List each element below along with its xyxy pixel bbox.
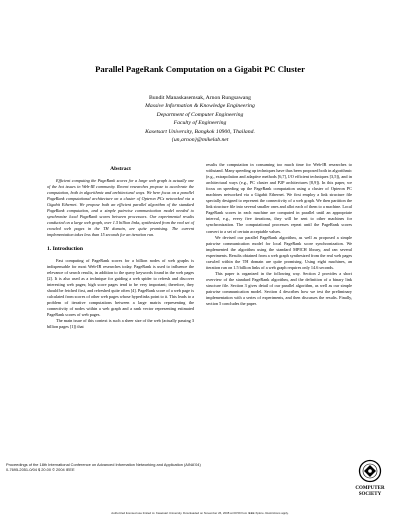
paper-title: Parallel PageRank Computation on a Gigabit PC Cluster xyxy=(95,64,305,74)
proceedings-footer xyxy=(6,462,346,472)
body-paragraph: We devised our parallel PageRank algorithm, as well as proposed a simple pairwise communication model for local PageRank score synchronization. We implemented the algorithm using the standard MPICH library, and ran several experiments. Results obtained from a web graph synthesized from the real web pages crawled within the TH domain are quite promising. Using eight machines, an iteration run on 1.5 billion links of a web graph requires only 14.6 seconds. xyxy=(206,234,352,270)
computer-society-logo xyxy=(350,459,390,501)
intro-paragraph: Fast computing of PageRank scores for a billion nodes of web graphs is indispensable for most Web-IR researches today. PageRank is used to influence the relevance of search results, in addition to the query keywords found in the web pages [2]. It is also used as a technique for guiding a web spider to refresh and discover interesting web pages; high score pages tend to be very important; therefore, they should be fetched first, and refreshed quite often [4]. PageRank score of a web page is calculated from scores of other web pages whose hyperlinks point to it. This leads to a problem of iterative computations between a large matrix representing the connectivity of nodes within a web graph and a rank vector representing estimated PageRank scores of web pages. xyxy=(47,257,194,317)
department-name: Department of Computer Engineering xyxy=(156,111,244,118)
university-name: Kasetsart University, Bangkok 10900, Thailand. xyxy=(145,128,255,135)
intro-paragraph: The main issue of this context is such a sheer size of the web (actually passing 3 billion pages [1]) that xyxy=(47,318,194,330)
left-column xyxy=(47,166,194,330)
author-block xyxy=(0,94,400,144)
faculty-name: Faculty of Engineering xyxy=(173,120,227,127)
body-paragraph: results the computation in consuming too much time for Web-IR researches to withstand. Many speeding up techniques have thus been proposed both in algorithmic (e.g., extrapolation and adaptive methods [6,7], I/O efficient techniques [3,5]), and in architectural ways (e.g., PC cluster and P2P architectures [8,9]). In this paper, we focus on speeding up the PageRank computation using a cluster of Opteron PC machines networked via a Gigabit Ethernet. We first employ a link structure file specially designed to represent the connectivity of a web graph. We then partition the link structure file into several smaller ones and allot each of them to a machine. Local PageRank scores in each machine are computed in parallel until an appropriate interval, e.g., every five iterations, they will be sent to other machines for synchronization. The computational processes repeat until the PageRank scores convert to a set of certain acceptable values. xyxy=(206,162,352,234)
logo-line-society: SOCIETY xyxy=(358,492,382,497)
body-paragraph: This paper is organized in the following way. Section 2 provides a short overview of the standard PageRank algorithm, and the definition of a binary link structure file. Section 3 gives detail of our parallel algorithm, as well as our simple pairwise communication model. Section 4 describes how we test the preliminary implementation with a series of experiments, and then discusses the results. Finally, section 5 concludes the paper. xyxy=(206,270,352,307)
author-names: Bundit Manaskasemsak, Arnon Rungsawang xyxy=(148,95,252,101)
authorized-use-notice: Authorized licensed use limited to: Kasetsart University. Downloaded on November 26, 2008 at 00:59 from IEEE Xplore. Restrictions apply. xyxy=(111,511,289,515)
copyright-line: 0-7695-2051-0/04 $ 20.00 © 2004 IEEE xyxy=(6,467,75,473)
lab-name: Massive Information & Knowledge Engineering xyxy=(145,103,255,110)
abstract-heading: Abstract xyxy=(110,166,131,172)
logo-line-computer: COMPUTER xyxy=(355,486,385,491)
ieee-seal-icon xyxy=(350,459,390,485)
introduction-heading: 1. Introduction xyxy=(47,245,83,252)
right-column xyxy=(206,162,352,307)
proceedings-line: Proceedings of the 18th International Conference on Advanced Information Networking and Application (AINA'04) xyxy=(6,462,201,467)
author-email: {un,arnon}@mikelab.net xyxy=(171,137,229,144)
abstract-text: Efficient computing the PageRank scores for a large web graph is actually one of the hot issues in Web-IR community. Recent researches propose to accelerate the computation, both in algorithmic and architectural ways. We here focus on a parallel PageRank computational architecture on a cluster of Opteron PCs networked via a Gigabit Ethernet. We propose both an efficient parallel algorithm of the standard PageRank computation, and a simple pairwise communication model needed to synchronize local PageRank scores between processors. Our experimental results conducted on a large web graph, over 1.5 billion links, synthesized from the real set of crawled web pages in the TH domain, are quite promising. The current implementation takes less than 15 seconds for an iteration run. xyxy=(47,178,194,238)
